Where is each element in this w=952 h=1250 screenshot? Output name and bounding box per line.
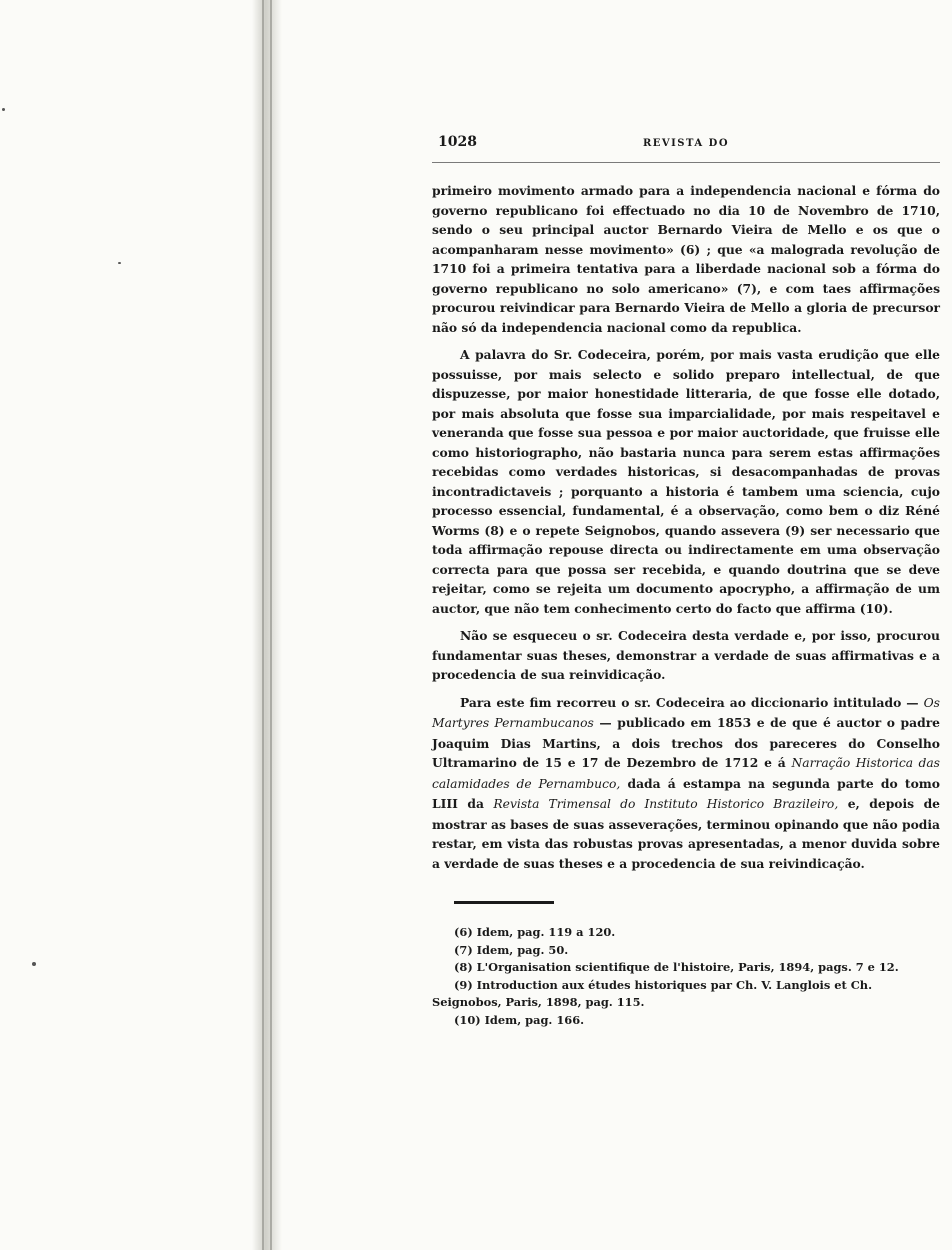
page-number: 1028 — [438, 134, 477, 150]
footnote-rule — [454, 901, 554, 904]
footnotes — [432, 924, 940, 1029]
footnote: (6) Idem, pag. 119 a 120. — [454, 925, 616, 939]
paragraph-text: — publicado em 1853 e de que é auctor o padre Joaquim Dias Martins, a dois trechos dos pareceres do Conselho Ultramarino de 15 e 17 de Dezembro de 1712 e á — [432, 715, 941, 770]
footnote: (10) Idem, pag. 166. — [454, 1012, 585, 1027]
running-head: REVISTA DO — [642, 138, 730, 149]
book-page — [432, 134, 940, 1029]
spine-line — [262, 0, 264, 1250]
scan-speck — [2, 108, 5, 111]
paragraph — [432, 693, 940, 874]
body-text — [432, 181, 940, 873]
paragraph-text: dada á estampa na segunda parte do tomo LIII da — [432, 775, 940, 811]
paragraph: primeiro movimento armado para a independencia nacional e fórma do governo republicano foi effectuado no dia 10 de Novembro de 1710, sendo o seu principal auctor Bernardo Vieira de Mello e os que o acompanharam nesse movimento» (6) ; que «a malograda revolução de 1710 foi a primeira tentativa para a liberdade nacional sob a fórma do governo republicano no solo americano» (7), e com taes affirmações procurou reivindicar para Bernardo Vieira de Mello a gloria de precursor não só da independencia nacional como da republica. — [432, 183, 940, 335]
page-header — [432, 134, 940, 163]
book-spine-shadow — [252, 0, 282, 1250]
spine-line — [270, 0, 272, 1250]
scan-speck — [32, 962, 36, 966]
paragraph: Não se esqueceu o sr. Codeceira desta verdade e, por isso, procurou fundamentar suas theses, demonstrar a verdade de suas affirmativas e a procedencia de sua reinvidicação. — [432, 628, 940, 682]
book-title: Os Martyres Pernambucanos — [432, 695, 940, 730]
footnote: (9) Introduction aux études historiques par Ch. V. Langlois et Ch. Seignobos, Paris, 1898, pag. 115. — [432, 977, 873, 1009]
paragraph: A palavra do Sr. Codeceira, porém, por mais vasta erudição que elle possuisse, por mais selecto e solido preparo intellectual, de que dispuzesse, por maior honestidade litteraria, de que fosse elle dotado, por mais absoluta que fosse sua imparcialidade, por mais respeitavel e veneranda que fosse sua pessoa e por maior auctoridade, que fruisse elle como historiographo, não bastaria nunca para serem estas affirmações recebidas como verdades historicas, si desacompanhadas de provas incontradictaveis ; porquanto a historia é tambem uma sciencia, cujo processo essencial, fundamental, é a observação, como bem o diz Réné Worms (8) e o repete Seignobos, quando assevera (9) ser necessario que toda affirmação repouse directa ou indirectamente em uma observação correcta para que possa ser recebida, e quando doutrina que se deve rejeitar, como se rejeita um documento apocrypho, a affirmação de um auctor, que não tem conhecimento certo do facto que affirma (10). — [432, 347, 940, 616]
paragraph-text: Para este fim recorreu o sr. Codeceira ao diccionario intitulado — — [460, 694, 924, 710]
paragraph-text: e, depois de mostrar as bases de suas asseverações, terminou opinando que não podia restar, em vista das robustas provas apresentadas, a menor duvida sobre a verdade de suas theses e a procedencia de sua reivindicação. — [432, 796, 941, 871]
footnote: (8) L'Organisation scientifique de l'histoire, Paris, 1894, pags. 7 e 12. — [454, 960, 899, 974]
scan-speck — [118, 262, 121, 264]
journal-title: Revista Trimensal do Instituto Historico Brazileiro, — [493, 797, 839, 811]
book-title: Narração Historica das calamidades de Pernambuco, — [432, 756, 940, 791]
footnote: (7) Idem, pag. 50. — [454, 942, 569, 957]
